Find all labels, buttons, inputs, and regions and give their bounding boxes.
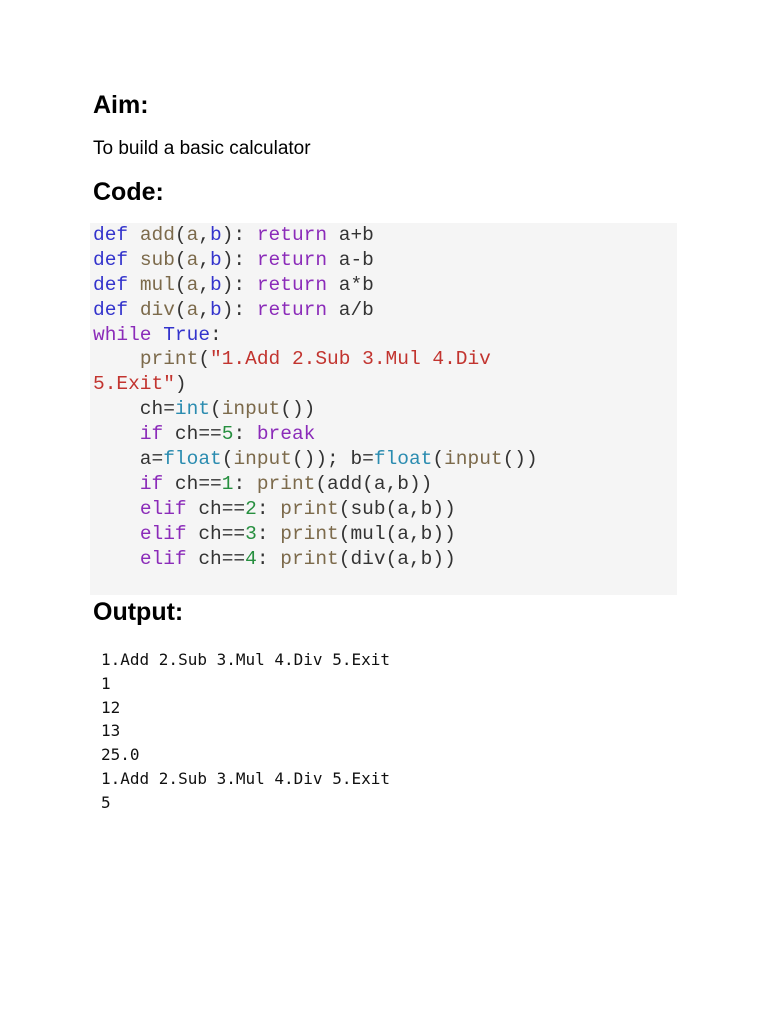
code-token: ( — [198, 348, 211, 371]
code-token: ch== — [163, 472, 222, 495]
code-token: ( — [210, 398, 222, 421]
code-token: while — [93, 323, 152, 346]
code-token: ) — [174, 373, 187, 396]
code-line — [93, 497, 538, 522]
code-token — [128, 299, 140, 321]
code-line — [93, 547, 538, 572]
code-token: ): — [221, 273, 257, 296]
code-token: , — [198, 224, 211, 246]
code-token: : — [256, 547, 281, 570]
code-token: ch= — [93, 398, 175, 421]
code-token — [93, 523, 140, 545]
code-token: input — [444, 448, 503, 471]
code-token: print — [280, 522, 339, 545]
code-token: int — [174, 398, 211, 421]
code-token: b — [210, 298, 222, 321]
output-block — [101, 648, 390, 815]
code-token: b — [210, 273, 222, 296]
code-token: break — [256, 423, 316, 446]
code-token: 5 — [221, 423, 234, 446]
code-token: print — [280, 547, 339, 570]
code-token: , — [198, 273, 211, 296]
output-heading: Output: — [93, 598, 184, 626]
code-line — [93, 397, 538, 422]
code-token: ()) — [502, 448, 538, 471]
code-token — [128, 249, 140, 271]
code-token: (mul(a,b)) — [338, 522, 456, 545]
code-token: ( — [174, 224, 187, 246]
code-token: 5.Exit" — [93, 373, 175, 396]
code-token: def — [93, 224, 129, 246]
code-block — [90, 223, 677, 595]
code-token: "1.Add 2.Sub 3.Mul 4.Div — [210, 348, 491, 371]
code-token — [128, 274, 140, 296]
aim-heading: Aim: — [93, 91, 149, 119]
code-token: if — [139, 472, 164, 495]
code-token: : — [233, 423, 257, 446]
code-token: elif — [139, 522, 187, 545]
code-token: ()); b= — [291, 448, 374, 471]
code-token: (div(a,b)) — [338, 547, 456, 570]
output-line: 25.0 — [101, 745, 140, 765]
code-token: ()) — [280, 398, 316, 421]
code-token: , — [198, 248, 211, 271]
code-token: a*b — [327, 273, 374, 296]
code-token: a — [186, 298, 199, 321]
code-token: def — [93, 248, 129, 271]
output-line: 13 — [101, 721, 121, 741]
code-token: float — [373, 448, 433, 471]
code-line — [93, 223, 538, 248]
code-token: def — [93, 298, 129, 321]
code-line — [93, 323, 538, 348]
code-line — [93, 422, 538, 447]
code-token: b — [210, 224, 222, 246]
code-token: ( — [221, 448, 234, 471]
output-line: 1.Add 2.Sub 3.Mul 4.Div 5.Exit — [101, 650, 390, 669]
code-token: a — [186, 224, 199, 246]
code-token: 4 — [245, 547, 257, 570]
code-lines — [93, 223, 538, 571]
code-token: float — [163, 448, 222, 471]
code-token: ch== — [163, 423, 222, 446]
code-token: sub — [139, 248, 175, 271]
code-token: : — [256, 522, 281, 545]
code-token: add — [139, 224, 175, 246]
code-token — [93, 498, 140, 520]
code-token: ): — [221, 298, 257, 321]
output-line: 1 — [101, 673, 111, 693]
code-line — [93, 447, 538, 472]
code-token: (add(a,b)) — [315, 472, 433, 495]
code-token: mul — [139, 273, 175, 296]
code-token: a= — [93, 448, 164, 471]
code-token: ): — [221, 248, 257, 271]
code-line — [93, 273, 538, 298]
code-heading: Code: — [93, 178, 164, 206]
code-token: ch== — [186, 547, 246, 570]
code-token: ( — [432, 448, 445, 471]
code-token: ( — [174, 273, 187, 296]
code-token: 3 — [245, 522, 257, 545]
code-token: ): — [221, 224, 257, 246]
code-token — [93, 473, 140, 495]
code-token — [128, 224, 140, 246]
code-token: ch== — [186, 522, 246, 545]
code-token: input — [233, 448, 292, 471]
code-token: print — [139, 348, 199, 371]
code-token — [152, 324, 164, 346]
aim-text: To build a basic calculator — [93, 138, 311, 159]
code-token: return — [256, 248, 328, 271]
code-line — [93, 248, 538, 273]
code-token: elif — [139, 547, 187, 570]
code-line — [93, 298, 538, 323]
code-token: print — [256, 472, 316, 495]
code-token: ( — [174, 248, 187, 271]
code-token: ( — [174, 298, 187, 321]
code-token: a — [186, 248, 199, 271]
code-token: : — [210, 323, 222, 346]
code-token: a+b — [327, 224, 374, 246]
code-token: return — [256, 224, 328, 246]
code-token: b — [210, 248, 222, 271]
output-line: 12 — [101, 697, 121, 717]
code-line — [93, 372, 538, 397]
code-token: (sub(a,b)) — [338, 497, 456, 520]
code-token: 2 — [245, 497, 257, 520]
code-token — [93, 348, 140, 370]
code-token: 1 — [221, 472, 234, 495]
code-token: True — [163, 323, 211, 346]
code-token: def — [93, 273, 129, 296]
code-line — [93, 347, 538, 372]
code-token: div — [139, 298, 175, 321]
code-token: : — [233, 472, 257, 495]
code-token: return — [256, 273, 328, 296]
code-line — [93, 472, 538, 497]
code-token: a — [186, 273, 199, 296]
code-token: a-b — [327, 248, 374, 271]
code-line — [93, 522, 538, 547]
code-token — [93, 548, 140, 570]
code-token: input — [221, 398, 281, 421]
code-token: return — [256, 298, 328, 321]
code-token: ch== — [186, 497, 246, 520]
code-token: elif — [139, 497, 187, 520]
output-line: 5 — [101, 792, 111, 812]
code-token — [93, 423, 140, 445]
code-token: : — [256, 497, 281, 520]
code-token: print — [280, 497, 339, 520]
code-token: if — [139, 423, 164, 446]
code-token: a/b — [327, 298, 374, 321]
output-line: 1.Add 2.Sub 3.Mul 4.Div 5.Exit — [101, 768, 390, 788]
code-token: , — [198, 298, 211, 321]
